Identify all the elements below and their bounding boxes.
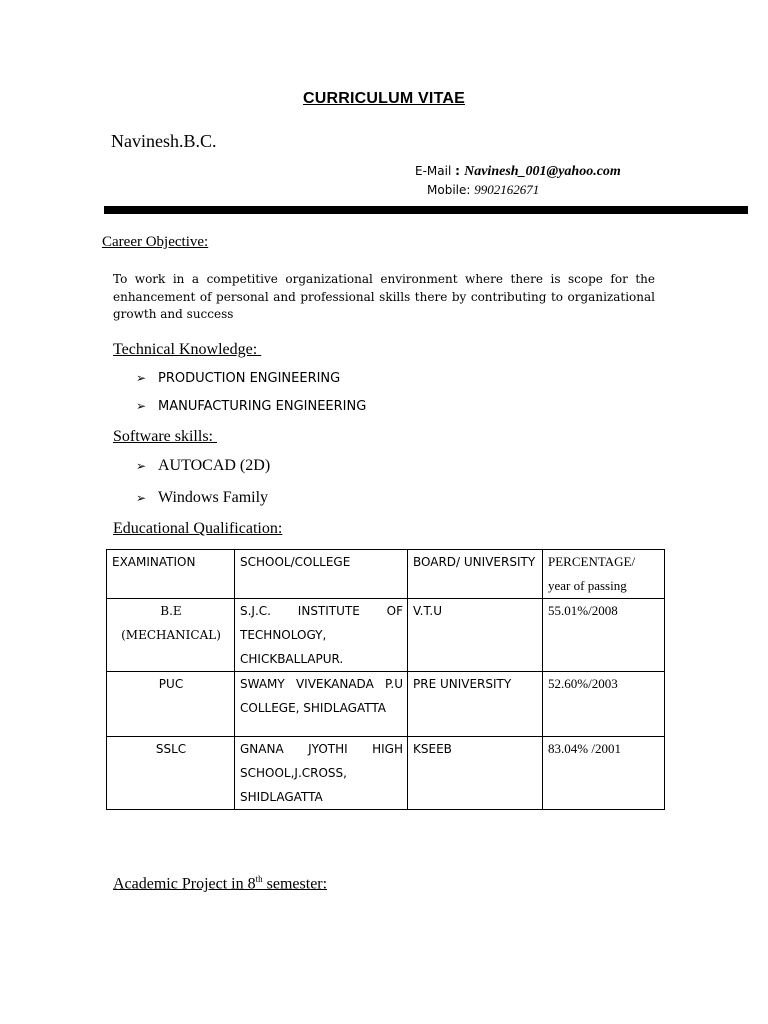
list-item-text: PRODUCTION ENGINEERING	[158, 371, 341, 386]
email-label: E-Mail	[415, 164, 452, 178]
arrow-bullet-icon: ➢	[136, 491, 147, 505]
career-objective-heading: Career Objective:	[102, 234, 209, 250]
exam-cell	[107, 672, 235, 737]
table-row	[107, 672, 665, 737]
list-item-text: Windows Family	[158, 489, 269, 506]
percentage-cell: 55.01%/2008	[543, 599, 665, 672]
exam-name: B.E	[160, 604, 182, 618]
table-row	[107, 599, 665, 672]
list-item	[136, 457, 270, 475]
candidate-name: Navinesh.B.C.	[111, 131, 217, 151]
board-cell: KSEEB	[408, 737, 543, 810]
arrow-bullet-icon: ➢	[136, 371, 147, 385]
exam-cell	[107, 599, 235, 672]
arrow-bullet-icon: ➢	[136, 459, 147, 473]
column-header: BOARD/ UNIVERSITY	[408, 550, 543, 599]
academic-project-heading	[113, 874, 327, 893]
school-cell: GNANA JYOTHI HIGH SCHOOL,J.CROSS, SHIDLAGATTA	[235, 737, 408, 810]
list-item	[136, 489, 268, 507]
column-header: SCHOOL/COLLEGE	[235, 550, 408, 599]
technical-knowledge-heading: Technical Knowledge:	[113, 341, 262, 358]
email-value: Navinesh_001@yahoo.com	[464, 164, 621, 179]
email-row: E-Mail : Navinesh_001@yahoo.com	[415, 164, 621, 179]
list-item-text: MANUFACTURING ENGINEERING	[158, 399, 367, 414]
exam-name: SSLC	[155, 742, 187, 756]
exam-name: PUC	[158, 677, 184, 691]
arrow-bullet-icon: ➢	[136, 399, 147, 413]
header-divider	[104, 206, 748, 214]
table-header-row	[107, 550, 665, 599]
ordinal-suffix: th	[255, 874, 263, 884]
list-item	[136, 399, 366, 414]
board-cell: PRE UNIVERSITY	[408, 672, 543, 737]
exam-cell	[107, 737, 235, 810]
exam-branch: (MECHANICAL)	[121, 628, 221, 642]
career-objective-text: To work in a competitive organizational environment where there is scope for the enhancement of personal and professional skills there by contributing to organizational growth and success	[113, 272, 655, 321]
academic-project-heading-suffix: semester:	[262, 875, 328, 893]
column-header: EXAMINATION	[107, 550, 235, 599]
list-item	[136, 371, 340, 386]
percentage-cell: 52.60%/2003	[543, 672, 665, 737]
education-heading: Educational Qualification:	[113, 520, 283, 537]
school-cell: SWAMY VIVEKANADA P.U COLLEGE, SHIDLAGATTA	[235, 672, 408, 737]
mobile-value: 9902162671	[474, 182, 540, 197]
list-item-text: AUTOCAD (2D)	[158, 457, 271, 474]
education-table	[106, 549, 665, 810]
school-cell: S.J.C. INSTITUTE OF TECHNOLOGY, CHICKBALLAPUR.	[235, 599, 408, 672]
academic-project-heading-prefix: Academic Project in 8	[113, 875, 256, 893]
mobile-label: Mobile:	[427, 183, 471, 197]
table-row	[107, 737, 665, 810]
document-title: CURRICULUM VITAE	[302, 90, 465, 107]
percentage-cell: 83.04% /2001	[543, 737, 665, 810]
mobile-row	[427, 182, 539, 198]
software-skills-heading: Software skills:	[113, 428, 217, 445]
board-cell: V.T.U	[408, 599, 543, 672]
column-header: PERCENTAGE/ year of passing	[543, 550, 665, 599]
